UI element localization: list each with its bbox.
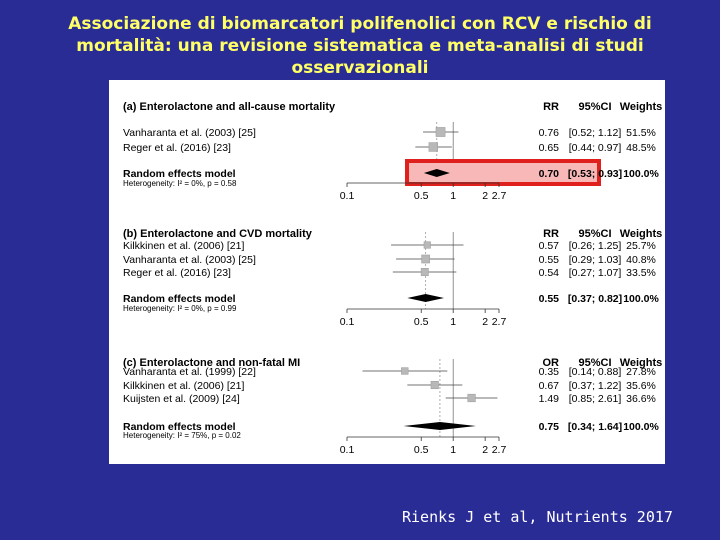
study-ci: [0.44; 0.97]	[568, 142, 622, 154]
pooled-diamond	[403, 422, 476, 430]
x-axis-tick-label: 2.7	[491, 316, 507, 328]
forest-plot-figure	[109, 80, 665, 464]
x-axis-tick-label: 0.1	[339, 444, 355, 456]
study-estimate: 0.65	[538, 142, 559, 154]
x-axis-tick-label: 2	[482, 444, 489, 456]
study-name: Kilkkinen et al. (2006) [21]	[123, 380, 245, 392]
study-name: Vanharanta et al. (1999) [22]	[123, 366, 256, 378]
study-ci: [0.52; 1.12]	[568, 127, 622, 139]
pooled-name: Random effects model	[123, 293, 236, 305]
study-ci: [0.26; 1.25]	[568, 240, 622, 252]
study-name: Vanharanta et al. (2003) [25]	[123, 254, 256, 266]
weights-header: Weights	[619, 228, 663, 240]
x-axis-tick-label: 1	[450, 190, 457, 202]
x-axis-tick-label: 2.7	[491, 444, 507, 456]
pooled-name: Random effects model	[123, 168, 236, 180]
x-axis-tick-label: 2.7	[491, 190, 507, 202]
study-weight: 33.5%	[626, 267, 656, 279]
study-weight: 25.7%	[626, 240, 656, 252]
study-weight: 48.5%	[626, 142, 656, 154]
pooled-estimate: 0.75	[538, 421, 559, 433]
x-axis-tick-label: 0.5	[413, 444, 429, 456]
weights-header: Weights	[619, 101, 663, 113]
slide-title-line-1: Associazione di biomarcatori polifenolici con RCV e rischio di	[68, 14, 652, 34]
heterogeneity: Heterogeneity: I² = 0%, p = 0.99	[123, 304, 237, 313]
study-estimate: 0.55	[538, 254, 559, 266]
study-weight: 40.8%	[626, 254, 656, 266]
x-axis-tick-label: 1	[450, 316, 457, 328]
x-axis-tick-label: 2	[482, 190, 489, 202]
study-estimate: 0.35	[538, 366, 559, 378]
study-weight: 36.6%	[626, 393, 656, 405]
study-ci: [0.85; 2.61]	[568, 393, 622, 405]
study-estimate: 1.49	[538, 393, 559, 405]
study-point	[436, 127, 445, 136]
heterogeneity: Heterogeneity: I² = 0%, p = 0.58	[123, 179, 237, 188]
measure-header: RR	[543, 101, 559, 113]
panel-title: (b) Enterolactone and CVD mortality	[123, 228, 312, 240]
study-estimate: 0.57	[538, 240, 559, 252]
study-point	[431, 381, 439, 389]
study-point	[421, 268, 428, 275]
study-ci: [0.29; 1.03]	[568, 254, 622, 266]
study-estimate: 0.76	[538, 127, 559, 139]
heterogeneity: Heterogeneity: I² = 75%, p = 0.02	[123, 431, 241, 440]
slide-title	[0, 13, 720, 79]
panel-title: (c) Enterolactone and non-fatal MI	[123, 357, 301, 369]
study-name: Kilkkinen et al. (2006) [21]	[123, 240, 245, 252]
x-axis-tick-label: 0.5	[413, 190, 429, 202]
forest-plot-svg	[109, 80, 665, 464]
study-name: Reger et al. (2016) [23]	[123, 267, 231, 279]
pooled-estimate: 0.70	[538, 168, 559, 180]
pooled-weight: 100.0%	[623, 421, 659, 433]
x-axis-tick-label: 0.5	[413, 316, 429, 328]
ci-header: 95%CI	[578, 228, 612, 240]
study-name: Vanharanta et al. (2003) [25]	[123, 127, 256, 139]
study-name: Reger et al. (2016) [23]	[123, 142, 231, 154]
measure-header: RR	[543, 228, 559, 240]
citation: Rienks J et al, Nutrients 2017	[402, 508, 673, 526]
x-axis-tick-label: 0.1	[339, 190, 355, 202]
weights-header: Weights	[619, 357, 663, 369]
pooled-diamond	[407, 294, 444, 302]
measure-header: OR	[542, 357, 559, 369]
study-point	[422, 255, 430, 263]
x-axis-tick-label: 2	[482, 316, 489, 328]
study-estimate: 0.54	[538, 267, 559, 279]
study-weight: 27.8%	[626, 366, 656, 378]
study-name: Kuijsten et al. (2009) [24]	[123, 393, 240, 405]
pooled-ci: [0.53; 0.93]	[567, 168, 623, 180]
pooled-weight: 100.0%	[623, 293, 659, 305]
pooled-ci: [0.37; 0.82]	[567, 293, 623, 305]
ci-header: 95%CI	[578, 357, 612, 369]
study-weight: 51.5%	[626, 127, 656, 139]
study-weight: 35.6%	[626, 380, 656, 392]
study-point	[468, 394, 476, 402]
slide-title-line-3: osservazionali	[291, 58, 429, 78]
pooled-ci: [0.34; 1.64]	[567, 421, 623, 433]
x-axis-tick-label: 0.1	[339, 316, 355, 328]
x-axis-tick-label: 1	[450, 444, 457, 456]
ci-header: 95%CI	[578, 101, 612, 113]
study-point	[401, 368, 408, 375]
study-ci: [0.37; 1.22]	[568, 380, 622, 392]
pooled-weight: 100.0%	[623, 168, 659, 180]
pooled-name: Random effects model	[123, 421, 236, 433]
slide-title-line-2: mortalità: una revisione sistematica e meta-analisi di studi	[76, 36, 644, 56]
study-ci: [0.14; 0.88]	[568, 366, 622, 378]
panel-title: (a) Enterolactone and all-cause mortality	[123, 101, 336, 113]
pooled-estimate: 0.55	[538, 293, 559, 305]
study-point	[424, 242, 431, 249]
study-estimate: 0.67	[538, 380, 559, 392]
study-point	[429, 143, 438, 152]
study-ci: [0.27; 1.07]	[568, 267, 622, 279]
